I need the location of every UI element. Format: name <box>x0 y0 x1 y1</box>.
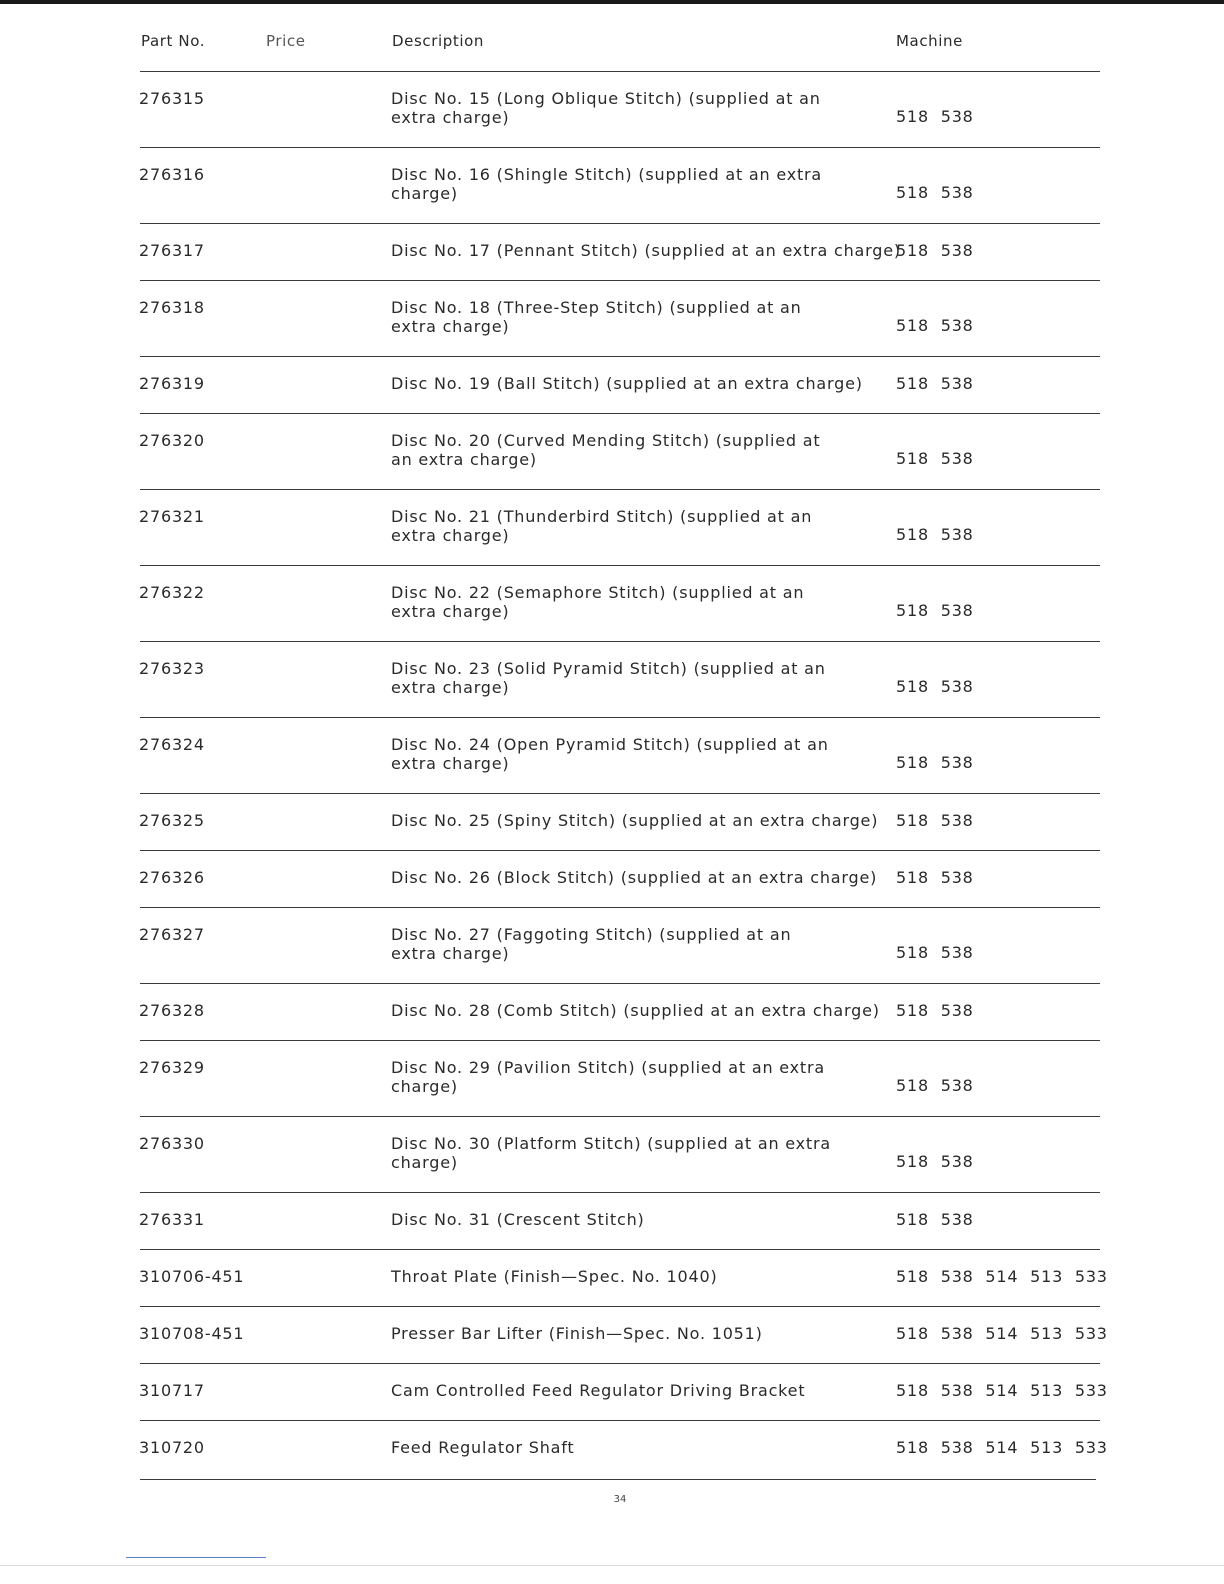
part-description: Disc No. 19 (Ball Stitch) (supplied at an extra charge) <box>391 374 863 393</box>
machine-models: 518 538 <box>896 868 974 887</box>
table-row <box>0 489 1224 565</box>
row-divider <box>140 983 1100 984</box>
table-row <box>0 223 1224 280</box>
machine-models: 518 538 <box>896 1152 974 1171</box>
row-divider <box>140 907 1100 908</box>
machine-models: 518 538 <box>896 316 974 335</box>
header-price: Price <box>266 32 306 50</box>
row-divider <box>140 793 1100 794</box>
part-number: 276316 <box>139 165 205 184</box>
part-description: Disc No. 26 (Block Stitch) (supplied at an extra charge) <box>391 868 878 887</box>
machine-models: 518 538 <box>896 811 974 830</box>
part-description: Cam Controlled Feed Regulator Driving Bracket <box>391 1381 806 1400</box>
table-row <box>0 1192 1224 1249</box>
machine-models: 518 538 <box>896 753 974 772</box>
row-divider <box>140 1192 1100 1193</box>
row-divider <box>140 850 1100 851</box>
row-divider <box>140 280 1100 281</box>
row-divider <box>140 1420 1100 1421</box>
part-number: 276319 <box>139 374 205 393</box>
part-number: 276329 <box>139 1058 205 1077</box>
part-description: Disc No. 29 (Pavilion Stitch) (supplied at an extra charge) <box>391 1058 825 1096</box>
part-number: 276324 <box>139 735 205 754</box>
part-number: 276321 <box>139 507 205 526</box>
part-number: 276328 <box>139 1001 205 1020</box>
row-divider <box>140 413 1100 414</box>
part-number: 276323 <box>139 659 205 678</box>
header-machine: Machine <box>896 32 963 50</box>
row-divider <box>140 1249 1100 1250</box>
row-divider <box>140 1306 1100 1307</box>
row-divider <box>140 147 1100 148</box>
table-row <box>0 793 1224 850</box>
part-number: 310708-451 <box>139 1324 245 1343</box>
part-number: 276318 <box>139 298 205 317</box>
part-number: 276315 <box>139 89 205 108</box>
row-divider <box>140 489 1100 490</box>
table-row <box>0 1116 1224 1192</box>
part-description: Disc No. 30 (Platform Stitch) (supplied at an extra charge) <box>391 1134 831 1172</box>
machine-models: 518 538 <box>896 1076 974 1095</box>
part-number: 310720 <box>139 1438 205 1457</box>
machine-models: 518 538 514 513 533 <box>896 1267 1108 1286</box>
part-number: 310717 <box>139 1381 205 1400</box>
part-number: 276322 <box>139 583 205 602</box>
row-divider <box>140 1116 1100 1117</box>
row-divider <box>140 1040 1100 1041</box>
machine-models: 518 538 514 513 533 <box>896 1381 1108 1400</box>
table-row <box>0 147 1224 223</box>
machine-models: 518 538 <box>896 1210 974 1229</box>
part-description: Feed Regulator Shaft <box>391 1438 575 1457</box>
table-row <box>0 565 1224 641</box>
machine-models: 518 538 <box>896 943 974 962</box>
table-row <box>0 71 1224 147</box>
part-description: Disc No. 31 (Crescent Stitch) <box>391 1210 645 1229</box>
part-description: Disc No. 22 (Semaphore Stitch) (supplied at an extra charge) <box>391 583 805 621</box>
part-number: 276326 <box>139 868 205 887</box>
machine-models: 518 538 514 513 533 <box>896 1438 1108 1457</box>
top-border-rule <box>0 0 1224 4</box>
machine-models: 518 538 <box>896 183 974 202</box>
table-row <box>0 907 1224 983</box>
part-description: Presser Bar Lifter (Finish—Spec. No. 1051) <box>391 1324 763 1343</box>
footer-rule <box>0 1565 1224 1566</box>
part-number: 276327 <box>139 925 205 944</box>
row-divider <box>140 1363 1100 1364</box>
header-description: Description <box>392 32 485 50</box>
page-number: 34 <box>613 1494 627 1505</box>
table-row <box>0 280 1224 356</box>
row-divider <box>140 356 1100 357</box>
header-part-no: Part No. <box>141 32 206 50</box>
part-description: Disc No. 21 (Thunderbird Stitch) (supplied at an extra charge) <box>391 507 813 545</box>
parts-table <box>0 71 1224 1477</box>
part-number: 276330 <box>139 1134 205 1153</box>
machine-models: 518 538 <box>896 374 974 393</box>
row-divider <box>140 717 1100 718</box>
part-number: 276317 <box>139 241 205 260</box>
table-row <box>0 1420 1224 1477</box>
table-row <box>0 850 1224 907</box>
row-divider <box>140 641 1100 642</box>
table-row <box>0 1040 1224 1116</box>
part-description: Disc No. 20 (Curved Mending Stitch) (supplied at an extra charge) <box>391 431 821 469</box>
part-description: Disc No. 16 (Shingle Stitch) (supplied at an extra charge) <box>391 165 823 203</box>
machine-models: 518 538 <box>896 107 974 126</box>
part-description: Disc No. 15 (Long Oblique Stitch) (supplied at an extra charge) <box>391 89 821 127</box>
part-number: 276325 <box>139 811 205 830</box>
machine-models: 518 538 <box>896 525 974 544</box>
machine-models: 518 538 <box>896 1001 974 1020</box>
table-row <box>0 413 1224 489</box>
table-header <box>0 32 1224 56</box>
table-row <box>0 1306 1224 1363</box>
row-divider <box>140 223 1100 224</box>
row-divider <box>140 565 1100 566</box>
part-description: Disc No. 28 (Comb Stitch) (supplied at an extra charge) <box>391 1001 880 1020</box>
part-description: Disc No. 18 (Three-Step Stitch) (supplied at an extra charge) <box>391 298 802 336</box>
part-description: Disc No. 24 (Open Pyramid Stitch) (supplied at an extra charge) <box>391 735 829 773</box>
part-number: 276320 <box>139 431 205 450</box>
table-row <box>0 983 1224 1040</box>
table-bottom-rule <box>140 1479 1096 1480</box>
machine-models: 518 538 <box>896 601 974 620</box>
table-row <box>0 717 1224 793</box>
part-description: Disc No. 25 (Spiny Stitch) (supplied at an extra charge) <box>391 811 879 830</box>
machine-models: 518 538 <box>896 677 974 696</box>
footer-link-underline <box>126 1557 266 1558</box>
part-number: 276331 <box>139 1210 205 1229</box>
table-row <box>0 1363 1224 1420</box>
machine-models: 518 538 <box>896 241 974 260</box>
machine-models: 518 538 <box>896 449 974 468</box>
table-row <box>0 1249 1224 1306</box>
table-row <box>0 641 1224 717</box>
part-description: Disc No. 23 (Solid Pyramid Stitch) (supplied at an extra charge) <box>391 659 826 697</box>
part-number: 310706-451 <box>139 1267 245 1286</box>
part-description: Disc No. 27 (Faggoting Stitch) (supplied at an extra charge) <box>391 925 792 963</box>
row-divider <box>140 71 1100 72</box>
part-description: Throat Plate (Finish—Spec. No. 1040) <box>391 1267 718 1286</box>
part-description: Disc No. 17 (Pennant Stitch) (supplied at an extra charge) <box>391 241 901 260</box>
machine-models: 518 538 514 513 533 <box>896 1324 1108 1343</box>
table-row <box>0 356 1224 413</box>
